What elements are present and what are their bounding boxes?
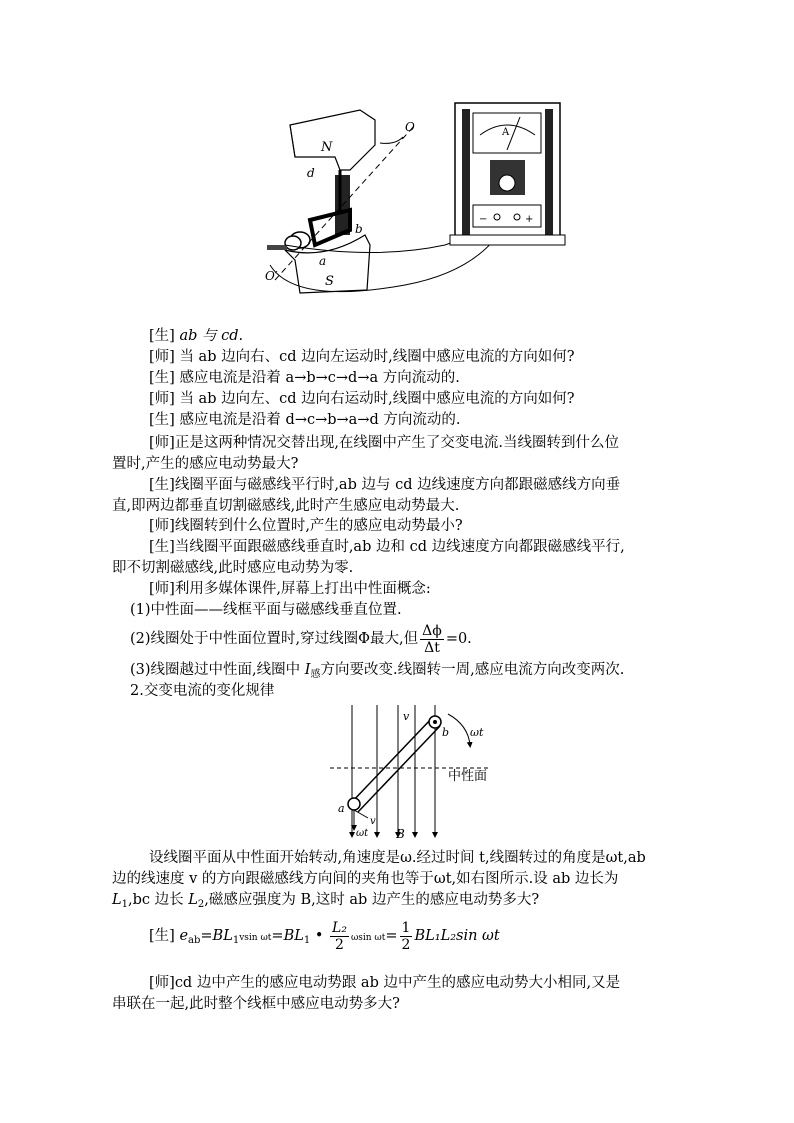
dialogue-line-7b: 直,即两边都垂直切割磁感线,此时产生感应电动势最大.: [112, 498, 460, 514]
final-line-2: 串联在一起,此时整个线框中感应电动势多大?: [112, 996, 400, 1012]
meter-minus: −: [479, 214, 488, 225]
label-a: a: [338, 802, 345, 815]
label-S: S: [325, 274, 334, 289]
label-N: N: [321, 140, 333, 155]
dialogue-line-9a: [生]当线圈平面跟磁感线垂直时,ab 边和 cd 边线速度方向都跟磁感线平行,: [149, 539, 625, 555]
neutral-plane-figure: [330, 700, 500, 842]
final-line-1: [师]cd 边中产生的感应电动势跟 ab 边中产生的感应电动势大小相同,又是: [149, 975, 621, 991]
label-a: a: [319, 254, 327, 268]
label-neutral-plane: 中性面: [448, 769, 488, 784]
label-d: d: [307, 166, 315, 180]
label-O-prime: O′: [265, 269, 278, 283]
question-line-3: $L_1,bc$ 边长 $L_2$,磁感应强度为 B,这时 ab 边产生的感应电动势多大?: [112, 892, 540, 910]
point-1: (1)中性面——线框平面与磁感线垂直位置.: [130, 602, 402, 618]
dialogue-line-1: [生] ab 与 cd.: [149, 328, 244, 344]
label-omega-t-bottom: ωt: [356, 828, 369, 839]
dialogue-line-9b: 即不切割磁感线,此时感应电动势为零.: [112, 560, 354, 576]
dialogue-line-6b: 置时,产生的感应电动势最大?: [112, 456, 299, 472]
dialogue-line-4: [师] 当 ab 边向左、cd 边向右运动时,线圈中感应电流的方向如何?: [149, 391, 575, 407]
dialogue-line-8: [师]线圈转到什么位置时,产生的感应电动势最小?: [149, 518, 463, 534]
question-line-1: 设线圈平面从中性面开始转动,角速度是ω.经过时间 t,线圈转过的角度是ωt,ab: [149, 850, 646, 866]
label-O: O: [405, 120, 415, 134]
point-2: (2)线圈处于中性面位置时,穿过线圈Φ最大,但 $\frac{\Delta\phi}{\Delta t}$ =0.: [130, 622, 472, 656]
dialogue-line-6a: [师]正是这两种情况交替出现,在线圈中产生了交变电流.当线圈转到什么位: [149, 435, 620, 451]
dialogue-line-3: [生] 感应电流是沿着 a→b→c→d→a 方向流动的.: [149, 370, 460, 386]
question-line-2: 边的线速度 v 的方向跟磁感线方向间的夹角也等于ωt,如右图所示.设 ab 边长为: [112, 871, 619, 887]
label-v-bottom: v: [370, 816, 376, 827]
label-b: b: [442, 726, 450, 739]
meter-label-A: A: [502, 127, 510, 138]
answer-formula: [生] $e_{ab}=BL_1vsin$ $\omega t=BL_1$ • $\frac{\text{L₂}}{2}$ ωsin ωt= $\frac{1}{2}$ BL₁L₂sin ωt: [149, 919, 500, 953]
label-omega-t-top: ωt: [470, 726, 484, 739]
dialogue-line-5: [生] 感应电流是沿着 d→c→b→a→d 方向流动的.: [149, 412, 461, 428]
label-b: b: [355, 222, 363, 236]
dialogue-line-10: [师]利用多媒体课件,屏幕上打出中性面概念:: [149, 581, 431, 597]
meter-plus: +: [525, 214, 534, 225]
point-3: (3)线圈越过中性面,线圈中 $I_感$方向要改变.线圈转一周,感应电流方向改变两次.: [130, 662, 625, 680]
dialogue-line-2: [师] 当 ab 边向右、cd 边向左运动时,线圈中感应电流的方向如何?: [149, 349, 575, 365]
generator-figure: [255, 95, 575, 305]
label-B: B: [396, 827, 405, 841]
dialogue-line-7a: [生]线圈平面与磁感线平行时,ab 边与 cd 边线速度方向都跟磁感线方向垂: [149, 477, 621, 493]
section-heading-2: 2.交变电流的变化规律: [130, 683, 275, 699]
label-v-top: v: [403, 710, 410, 723]
